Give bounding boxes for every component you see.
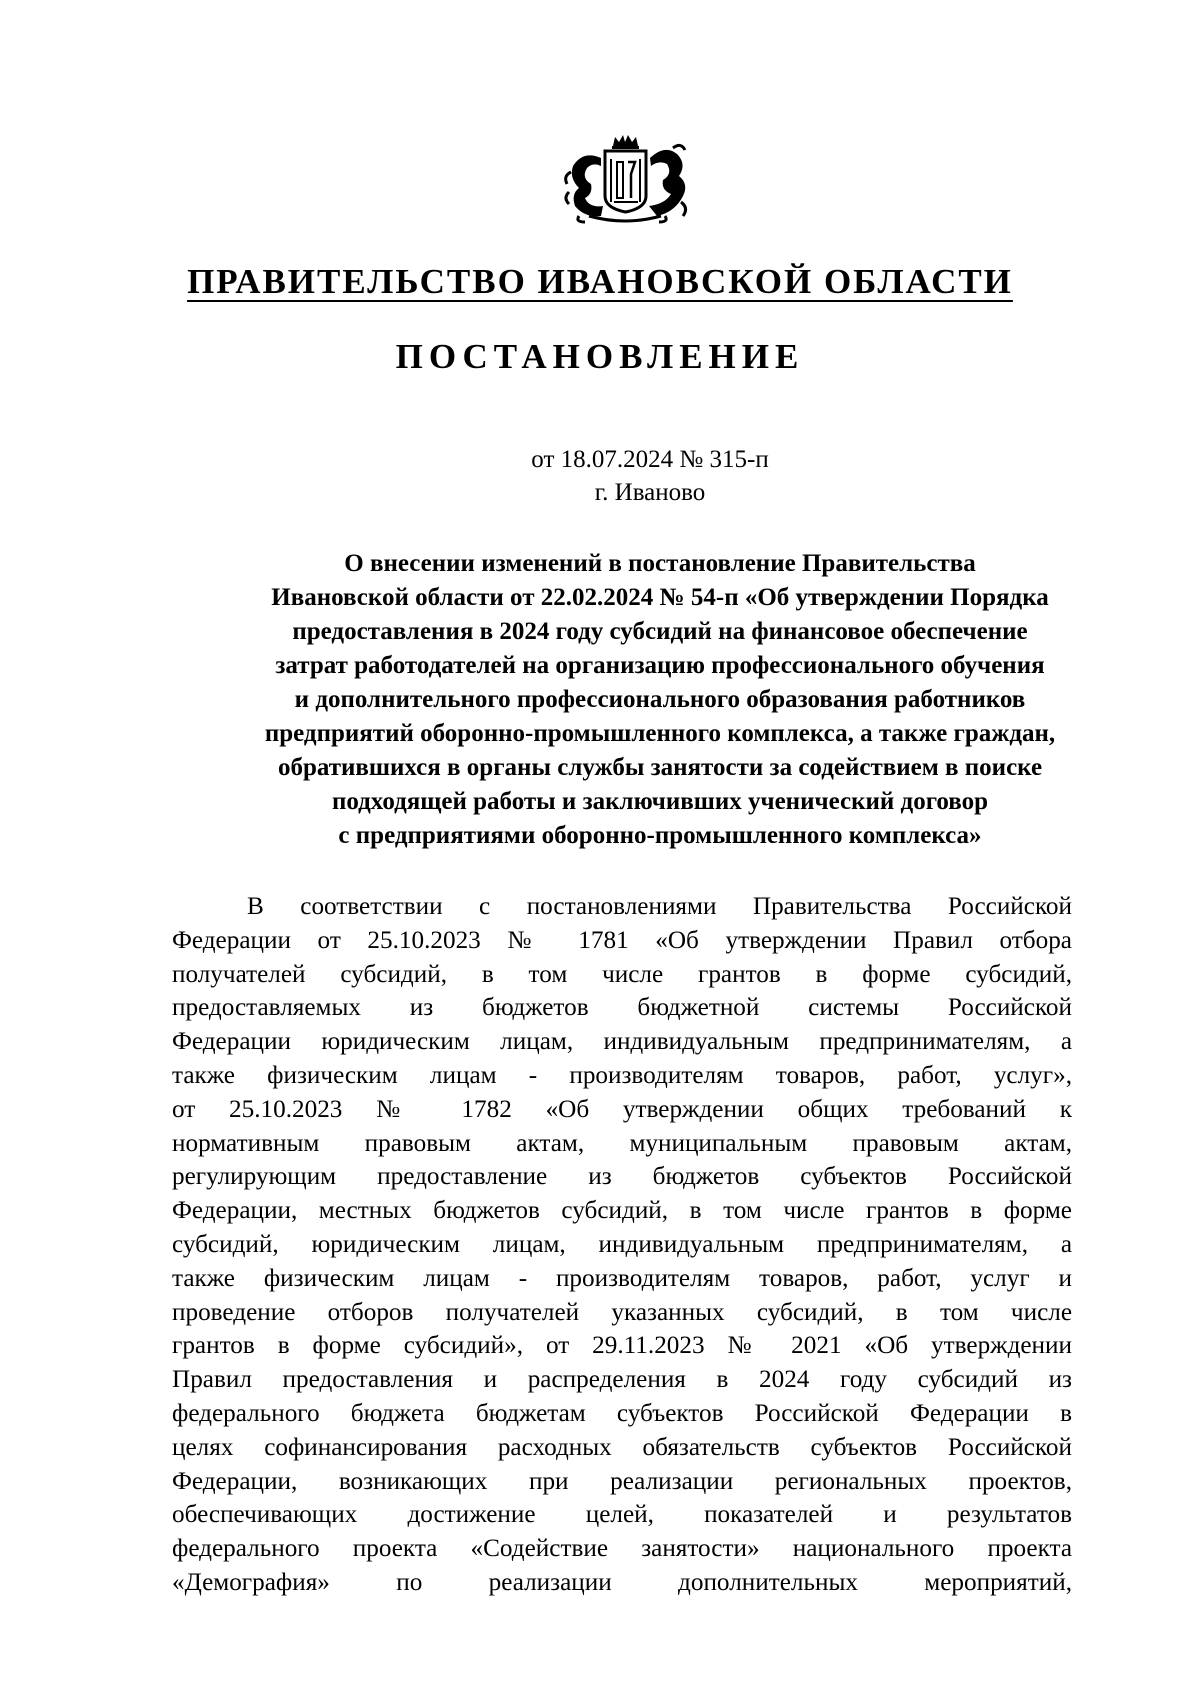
government-title: ПРАВИТЕЛЬСТВО ИВАНОВСКОЙ ОБЛАСТИ <box>187 262 1013 301</box>
document-date-number: от 18.07.2024 № 315-п <box>531 446 769 473</box>
body-line: регулирующим предоставление из бюджетов субъектов Российской <box>172 1163 1072 1191</box>
body-line: Федерации, возникающих при реализации региональных проектов, <box>172 1467 1072 1495</box>
body-line: «Демография» по реализации дополнительных мероприятий, <box>172 1568 1072 1596</box>
body-line: также физическим лицам - производителям товаров, работ, услуг», <box>172 1061 1072 1089</box>
body-line: Федерации, местных бюджетов субсидий, в том числе грантов в форме <box>172 1197 1072 1225</box>
body-line: проведение отборов получателей указанных субсидий, в том числе <box>172 1298 1072 1326</box>
subject-line: предоставления в 2024 году субсидий на финансовое обеспечение <box>292 618 1028 645</box>
body-line: Федерации от 25.10.2023 № 1781 «Об утверждении Правил отбора <box>172 926 1072 954</box>
subject-line: затрат работодателей на организацию профессионального обучения <box>275 652 1045 679</box>
document-subject <box>140 547 1180 853</box>
subject-line: Ивановской области от 22.02.2024 № 54-п «Об утверждении Порядка <box>271 584 1049 611</box>
body-line: федерального проекта «Содействие занятости» национального проекта <box>172 1535 1072 1563</box>
body-line: В соответствии с постановлениями Правительства Российской <box>247 893 1072 920</box>
body-line: предоставляемых из бюджетов бюджетной системы Российской <box>172 994 1072 1022</box>
body-line: также физическим лицам - производителям товаров, работ, услуг и <box>172 1264 1072 1292</box>
body-line: целях софинансирования расходных обязательств субъектов Российской <box>172 1433 1072 1461</box>
body-line: обеспечивающих достижение целей, показателей и результатов <box>172 1501 1072 1529</box>
body-line: грантов в форме субсидий», от 29.11.2023 № 2021 «Об утверждении <box>172 1332 1072 1360</box>
body-line: Федерации юридическим лицам, индивидуальным предпринимателям, а <box>172 1028 1072 1056</box>
document-city: г. Иваново <box>594 479 706 506</box>
subject-line: подходящей работы и заключивших ученический договор <box>331 788 989 815</box>
body-line: от 25.10.2023 № 1782 «Об утверждении общих требований к <box>172 1095 1072 1123</box>
subject-line: обратившихся в органы службы занятости за содействием в поиске <box>277 754 1043 781</box>
body-line: федерального бюджета бюджетам субъектов Российской Федерации в <box>172 1399 1072 1427</box>
subject-line: предприятий оборонно-промышленного комплекса, а также граждан, <box>264 720 1056 747</box>
subject-line: и дополнительного профессионального образования работников <box>294 686 1026 713</box>
document-type-title: ПОСТАНОВЛЕНИЕ <box>395 337 805 376</box>
coat-of-arms-icon <box>561 132 690 224</box>
body-paragraph <box>172 890 1072 1600</box>
body-line: нормативным правовым актам, муниципальным правовым актам, <box>172 1129 1072 1157</box>
body-line: Правил предоставления и распределения в 2024 году субсидий из <box>172 1366 1072 1394</box>
subject-line: с предприятиями оборонно-промышленного комплекса» <box>338 822 982 849</box>
body-line: получателей субсидий, в том числе грантов в форме субсидий, <box>172 960 1072 988</box>
subject-line: О внесении изменений в постановление Правительства <box>344 550 976 577</box>
body-line: субсидий, юридическим лицам, индивидуальным предпринимателям, а <box>172 1230 1072 1258</box>
